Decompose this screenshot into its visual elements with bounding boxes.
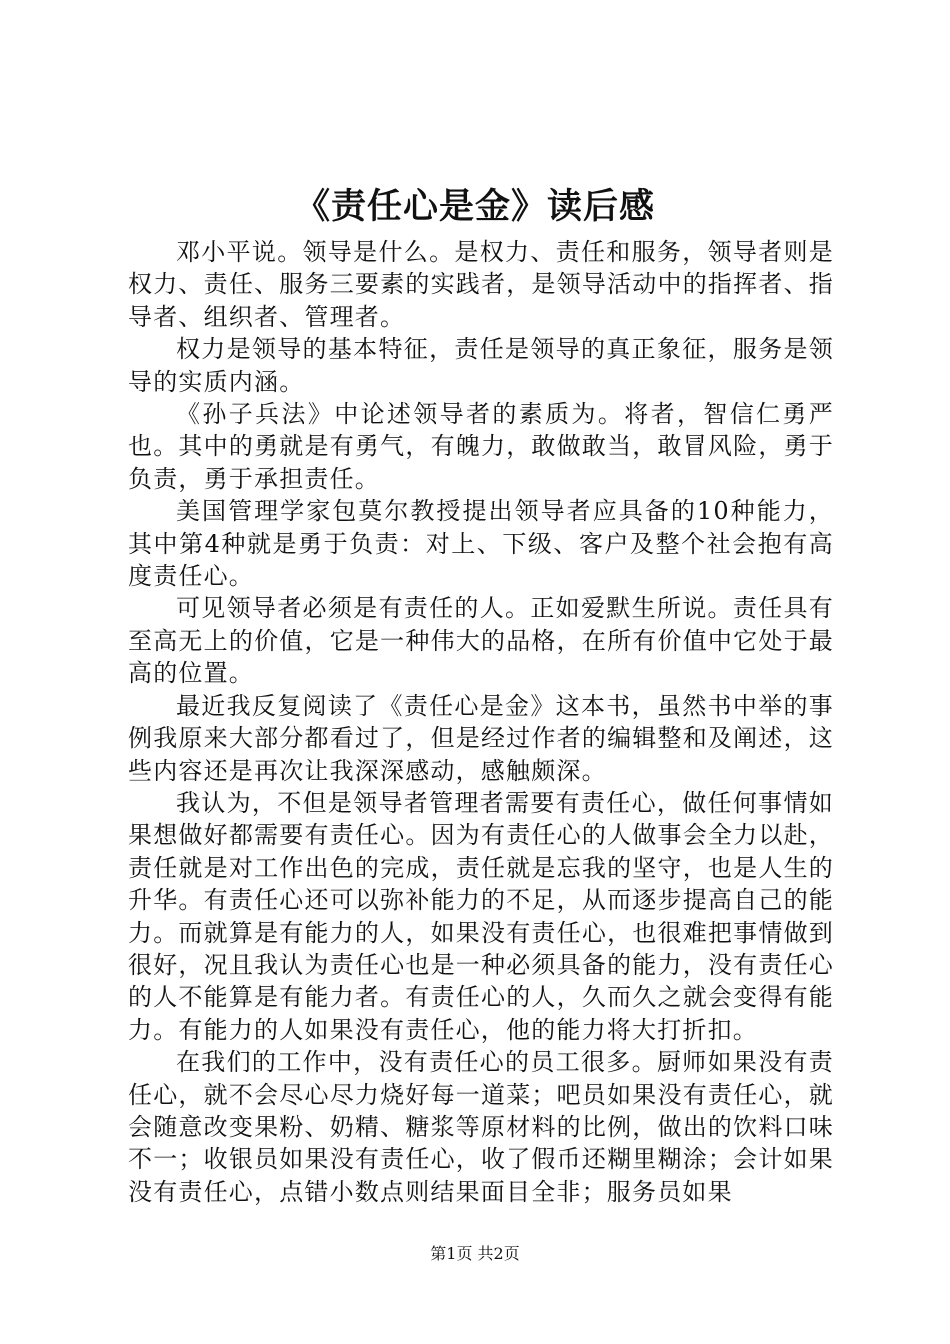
page-footer: 第1页 共2页 (430, 1244, 520, 1263)
paragraph: 在我们的工作中，没有责任心的员工很多。厨师如果没有责任心，就不会尽心尽力烧好每一道菜；吧员如果没有责任心，就会随意改变果粉、奶精、糖浆等原材料的比例，做出的饮料口味不一；收银员如果没有责任心，收了假币还糊里糊涂；会计如果没有责任心，点错小数点则结果面目全非；服务员如果 (128, 1048, 834, 1206)
document-title: 《责任心是金》读后感 (294, 186, 655, 227)
document-body (128, 236, 834, 1208)
paragraph: 最近我反复阅读了《责任心是金》这本书，虽然书中举的事例我原来大部分都看过了，但是经过作者的编辑整和及阐述，这些内容还是再次让我深深感动，感触颇深。 (128, 691, 834, 785)
paragraph: 《孙子兵法》中论述领导者的素质为。将者，智信仁勇严也。其中的勇就是有勇气，有魄力，敢做敢当，敢冒风险，勇于负责，勇于承担责任。 (128, 400, 834, 493)
paragraph: 权力是领导的基本特征，责任是领导的真正象征，服务是领导的实质内涵。 (128, 335, 834, 396)
paragraph: 美国管理学家包莫尔教授提出领导者应具备的10种能力，其中第4种就是勇于负责：对上、下级、客户及整个社会抱有高度责任心。 (128, 497, 834, 591)
paragraph: 邓小平说。领导是什么。是权力、责任和服务，领导者则是权力、责任、服务三要素的实践者，是领导活动中的指挥者、指导者、组织者、管理者。 (128, 238, 834, 331)
paragraph: 可见领导者必须是有责任的人。正如爱默生所说。责任具有至高无上的价值，它是一种伟大的品格，在所有价值中它处于最高的位置。 (128, 594, 834, 688)
paragraph: 我认为，不但是领导者管理者需要有责任心，做任何事情如果想做好都需要有责任心。因为有责任心的人做事会全力以赴，责任就是对工作出色的完成，责任就是忘我的坚守，也是人生的升华。有责任心还可以弥补能力的不足，从而逐步提高自己的能力。而就算是有能力的人，如果没有责任心，也很难把事情做到很好，况且我认为责任心也是一种必须具备的能力，没有责任心的人不能算是有能力者。有责任心的人，久而久之就会变得有能力。有能力的人如果没有责任心，他的能力将大打折扣。 (128, 788, 834, 1044)
